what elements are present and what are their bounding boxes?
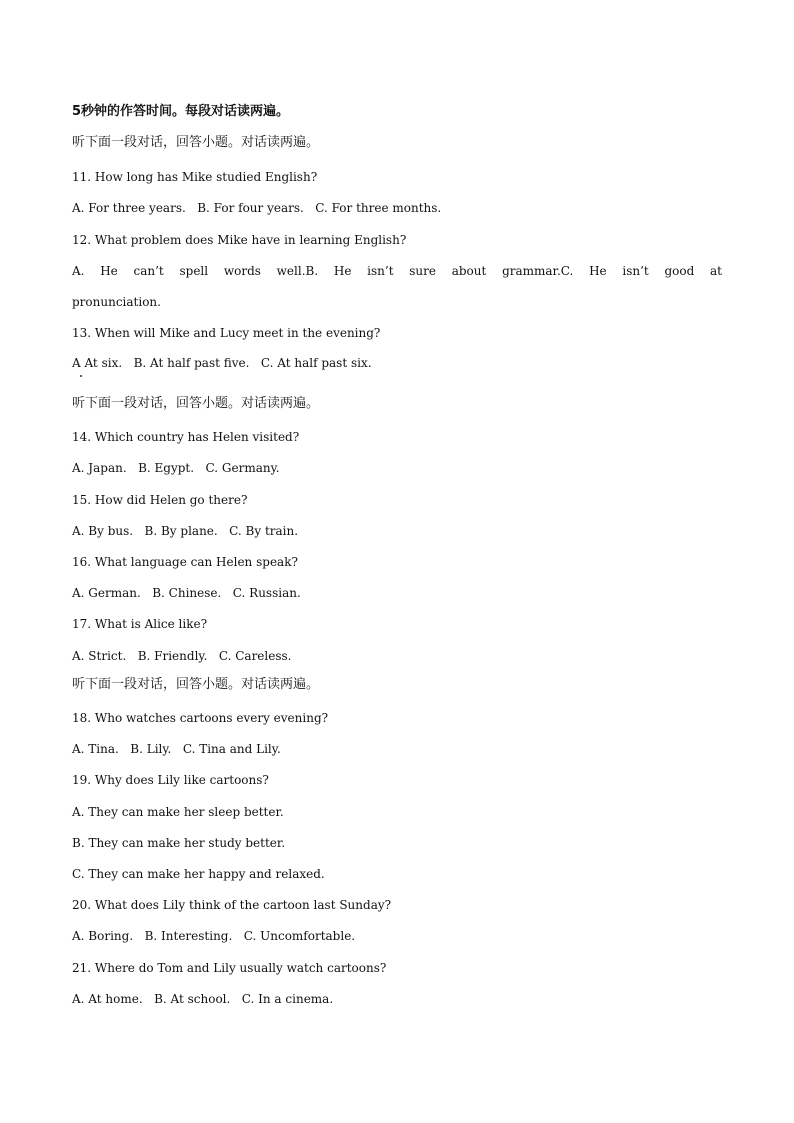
question-11-options: A. For three years. B. For four years. C. For three months. (72, 201, 442, 215)
question-14: 14. Which country has Helen visited? (72, 430, 300, 444)
question-18: 18. Who watches cartoons every evening? (72, 711, 329, 725)
question-16: 16. What language can Helen speak? (72, 555, 298, 569)
stray-dot-mark (80, 375, 82, 377)
question-17: 17. What is Alice like? (72, 617, 208, 631)
question-17-options: A. Strict. B. Friendly. C. Careless. (72, 649, 292, 663)
question-19-option-c: C. They can make her happy and relaxed. (72, 867, 325, 881)
question-12-options-continued: pronunciation. (72, 295, 161, 309)
section-heading: 5秒钟的作答时间。每段对话读两遍。 (72, 104, 290, 119)
section-instruction: 听下面一段对话，回答小题。对话读两遍。 (72, 396, 320, 411)
question-13: 13. When will Mike and Lucy meet in the evening? (72, 326, 381, 340)
question-13-options: A At six. B. At half past five. C. At half past six. (72, 356, 372, 370)
question-21: 21. Where do Tom and Lily usually watch cartoons? (72, 961, 387, 975)
question-19-option-a: A. They can make her sleep better. (72, 805, 284, 819)
question-12-options: A. He can’t spell words well.B. He isn’t sure about grammar.C. He isn’t good at (72, 264, 722, 278)
question-14-options: A. Japan. B. Egypt. C. Germany. (72, 461, 280, 475)
question-19-option-b: B. They can make her study better. (72, 836, 286, 850)
section-instruction: 听下面一段对话，回答小题。对话读两遍。 (72, 677, 320, 692)
question-18-options: A. Tina. B. Lily. C. Tina and Lily. (72, 742, 281, 756)
section-instruction: 听下面一段对话，回答小题。对话读两遍。 (72, 135, 320, 150)
question-19: 19. Why does Lily like cartoons? (72, 773, 269, 787)
question-21-options: A. At home. B. At school. C. In a cinema. (72, 992, 334, 1006)
question-20: 20. What does Lily think of the cartoon last Sunday? (72, 898, 392, 912)
question-15-options: A. By bus. B. By plane. C. By train. (72, 524, 299, 538)
question-16-options: A. German. B. Chinese. C. Russian. (72, 586, 301, 600)
question-15: 15. How did Helen go there? (72, 493, 248, 507)
question-11: 11. How long has Mike studied English? (72, 170, 318, 184)
question-20-options: A. Boring. B. Interesting. C. Uncomfortable. (72, 929, 356, 943)
question-12: 12. What problem does Mike have in learning English? (72, 233, 407, 247)
